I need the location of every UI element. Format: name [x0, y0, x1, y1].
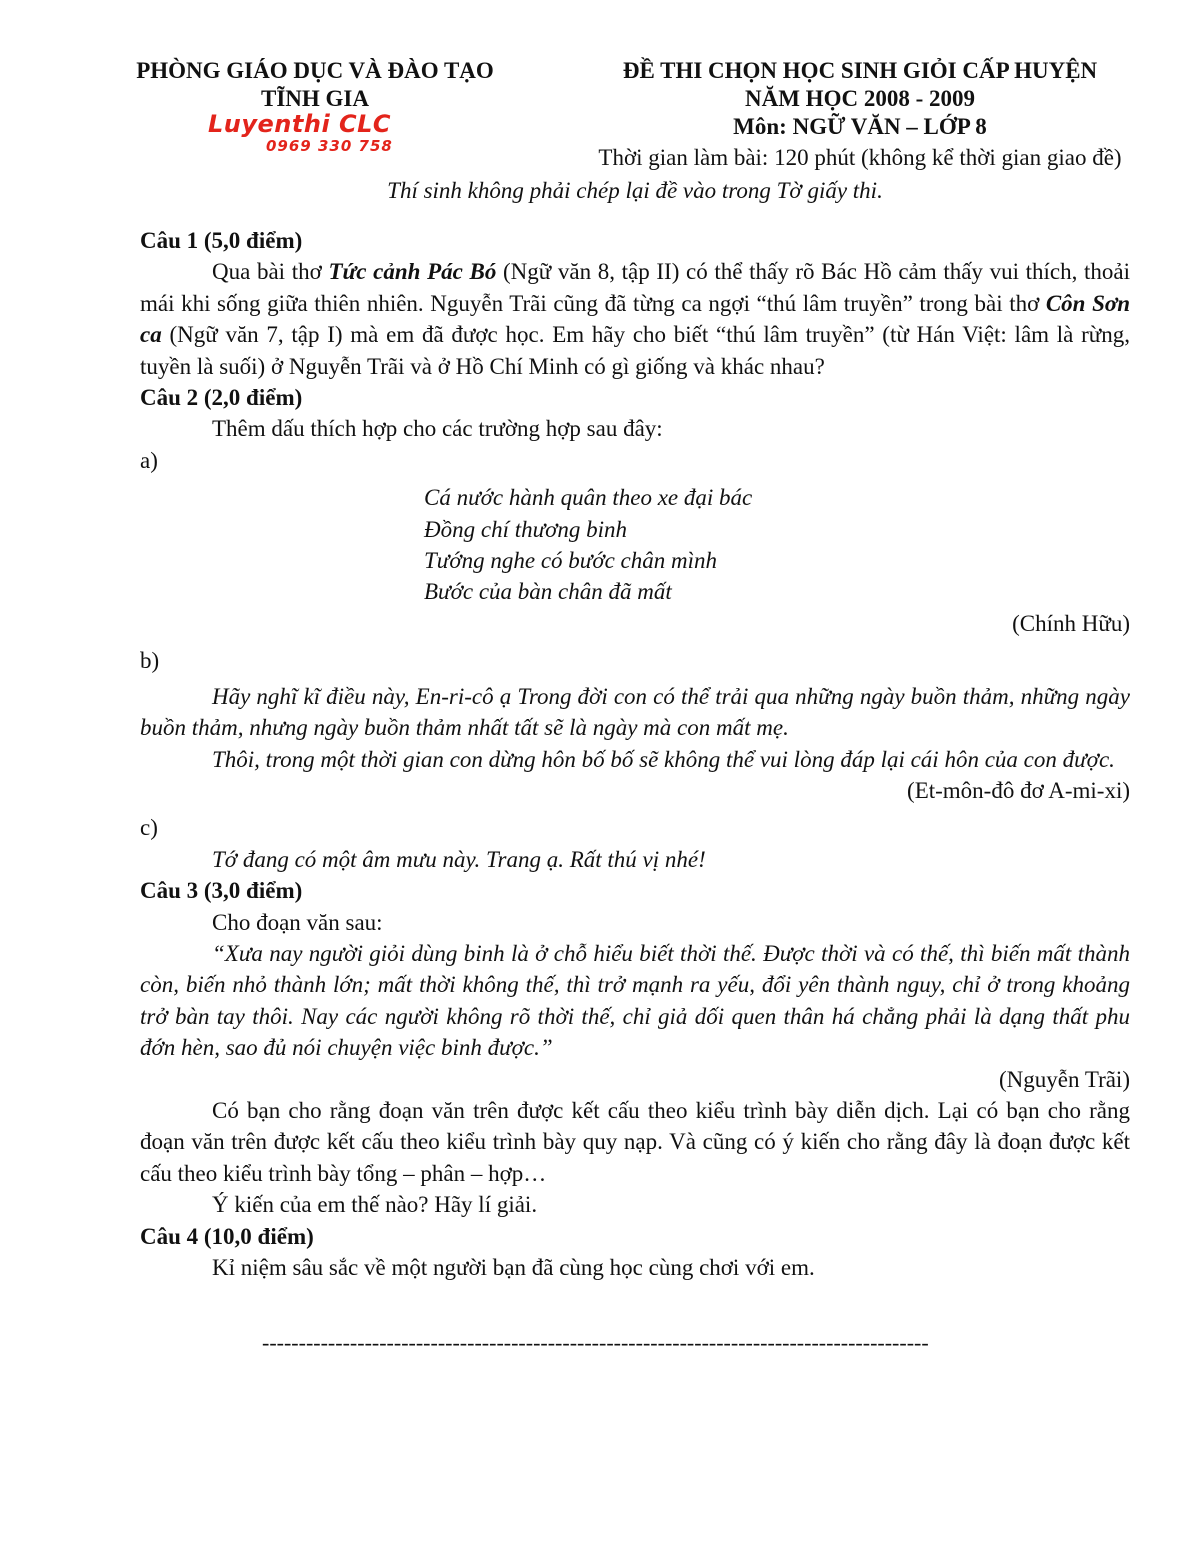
logo-phone: 0969 330 758 — [266, 137, 393, 155]
q1-text-part: Qua bài thơ — [212, 259, 329, 285]
part-c-text: Tớ đang có một âm mưu này. Trang ạ. Rất thú vị nhé! — [212, 846, 706, 872]
exam-body — [140, 225, 1130, 1283]
part-c-label: c) — [140, 815, 158, 841]
district-name: TĨNH GIA — [261, 86, 369, 111]
q1-poem-title-1: Tức cảnh Pác Bó — [328, 259, 497, 285]
question-3-title: Câu 3 (3,0 điểm) — [140, 878, 303, 904]
question-3-paragraph-1: Có bạn cho rằng đoạn văn trên được kết cấu theo kiểu trình bày diễn dịch. Lại có bạn cho rằng đoạn văn trên được kết cấu theo kiểu trình bày quy nạp. Và cũng có ý kiến cho rằng đây là đoạn được kết cấu theo kiểu trình bày tổng – phân – hợp… — [140, 1097, 1130, 1186]
question-4-title: Câu 4 (10,0 điểm) — [140, 1223, 314, 1249]
department-name: PHÒNG GIÁO DỤC VÀ ĐÀO TẠO — [136, 58, 494, 83]
poem-line: Cá nước hành quân theo xe đại bác — [424, 485, 753, 511]
school-year: NĂM HỌC 2008 - 2009 — [745, 86, 975, 111]
q1-text-part: (Ngữ văn 7, tập I) mà em đã được học. Em hãy cho biết “thú lâm truyền” (từ Hán Việt: lâm là rừng, tuyền là suối) ở Nguyễn Trãi và ở Hồ Chí Minh có gì giống và khác nhau? — [140, 322, 1130, 379]
subject: Môn: NGỮ VĂN – LỚP 8 — [733, 114, 987, 139]
department-header — [100, 57, 530, 113]
poem-line: Tướng nghe có bước chân mình — [424, 548, 718, 574]
watermark-logo — [200, 112, 436, 158]
part-b-author: (Et-môn-đô đơ A-mi-xi) — [907, 777, 1130, 803]
poem-line: Bước của bàn chân đã mất — [424, 579, 672, 605]
question-3-quote: “Xưa nay người giỏi dùng binh là ở chỗ hiểu biết thời thế. Được thời và có thế, thì biến mất thành còn, biến nhỏ thành lớn; mất thời không thế, thì trở mạnh ra yếu, đổi yên thành nguy, chỉ ở trong khoảng trở bàn tay thôi. Nay các người không rõ thời thế, chỉ giả dối quen thân há chẳng phải là dạng thất phu đớn hèn, sao đủ nói chuyện việc binh được.” — [140, 940, 1130, 1061]
q1-poem-title-2: Côn Sơn ca — [140, 290, 1130, 348]
question-3-author: (Nguyễn Trãi) — [999, 1066, 1130, 1092]
logo-brand: Luyenthi CLC — [208, 110, 392, 138]
time-note: Thời gian làm bài: 120 phút (không kể thời gian giao đề) — [598, 145, 1122, 170]
part-a-label: a) — [140, 447, 158, 473]
question-3-prompt: Cho đoạn văn sau: — [212, 909, 383, 935]
part-a-author: (Chính Hữu) — [1012, 610, 1130, 636]
instruction-note: Thí sinh không phải chép lại đề vào trong Tờ giấy thi. — [387, 178, 883, 203]
poem-line: Đồng chí thương binh — [424, 516, 628, 542]
part-b-paragraph-2: Thôi, trong một thời gian con dừng hôn bố bố sẽ không thể vui lòng đáp lại cái hôn của con được. — [212, 746, 1115, 772]
question-2-title: Câu 2 (2,0 điểm) — [140, 385, 303, 411]
end-separator: ------------------------------------------------------------------------------------------- — [262, 1330, 929, 1355]
exam-title: ĐỀ THI CHỌN HỌC SINH GIỎI CẤP HUYỆN — [622, 58, 1098, 83]
question-2-prompt: Thêm dấu thích hợp cho các trường hợp sau đây: — [212, 416, 663, 442]
q1-text-part: (Ngữ văn 8, tập II) có thể thấy rõ Bác Hồ cảm thấy vui thích, thoải mái khi sống giữa thiên nhiên. Nguyễn Trãi cũng đã từng ca ngợi “thú lâm truyền” trong bài thơ — [140, 259, 1130, 316]
exam-header — [560, 57, 1160, 141]
question-4-prompt: Kỉ niệm sâu sắc về một người bạn đã cùng học cùng chơi với em. — [212, 1255, 815, 1280]
question-3-paragraph-2: Ý kiến của em thế nào? Hãy lí giải. — [212, 1192, 538, 1218]
part-b-paragraph-1: Hãy nghĩ kĩ điều này, En-ri-cô ạ Trong đời con có thể trải qua những ngày buồn thảm, những ngày buồn thảm, nhưng ngày buồn thảm nhất tất sẽ là ngày mà con mất mẹ. — [140, 683, 1130, 741]
question-1-text — [140, 256, 1130, 382]
part-b-label: b) — [140, 648, 160, 674]
question-1-title: Câu 1 (5,0 điểm) — [140, 228, 303, 253]
